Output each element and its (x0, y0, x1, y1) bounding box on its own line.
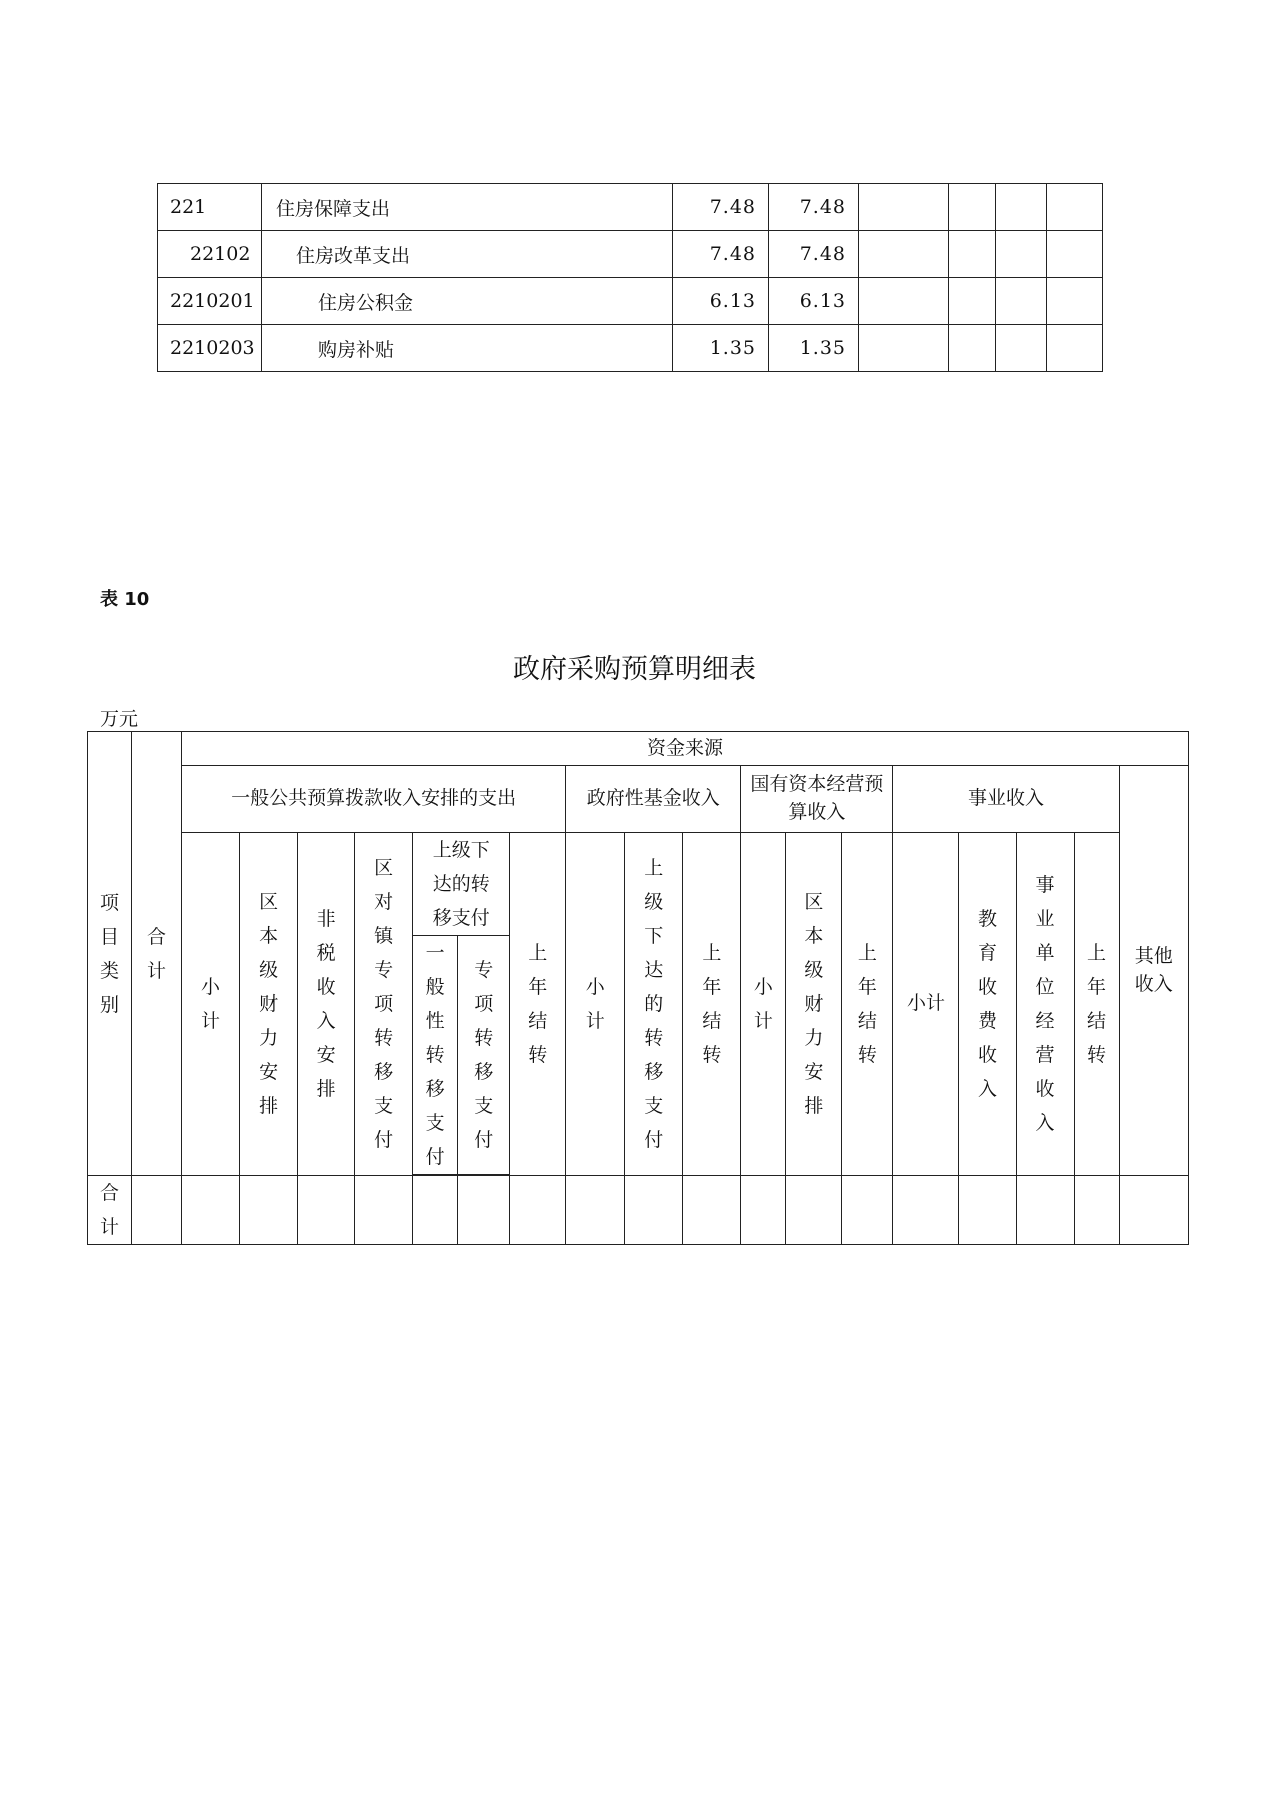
amount-cell: 6.13 (673, 278, 769, 325)
total-row-label: 合计 (88, 1176, 132, 1245)
empty-cell (859, 325, 949, 372)
empty-cell (355, 1176, 413, 1245)
state-capital-header: 国有资本经营预算收入 (741, 766, 893, 833)
procurement-budget-table (87, 731, 1189, 1245)
general-budget-header: 一般公共预算拨款收入安排的支出 (182, 766, 566, 833)
empty-cell (182, 1176, 240, 1245)
empty-cell (842, 1176, 893, 1245)
amount-cell: 7.48 (769, 231, 859, 278)
empty-cell (893, 1176, 959, 1245)
gf-carry-header: 上年结转 (683, 833, 741, 1176)
empty-cell (859, 278, 949, 325)
empty-cell (566, 1176, 625, 1245)
fund-source-header: 资金来源 (182, 732, 1189, 766)
empty-cell (1047, 184, 1103, 231)
page-title: 政府采购预算明细表 (513, 654, 756, 685)
empty-cell (996, 325, 1047, 372)
empty-cell (683, 1176, 741, 1245)
empty-cell (1074, 1176, 1119, 1245)
empty-cell (996, 278, 1047, 325)
empty-cell (1016, 1176, 1074, 1245)
empty-cell (859, 184, 949, 231)
gb-subtotal-header: 小计 (182, 833, 240, 1176)
total-header: 合计 (132, 732, 182, 1176)
amount-cell: 1.35 (673, 325, 769, 372)
amount-cell: 7.48 (673, 231, 769, 278)
empty-cell (240, 1176, 298, 1245)
header-row (88, 732, 1189, 766)
empty-cell (959, 1176, 1016, 1245)
amount-cell: 7.48 (769, 184, 859, 231)
empty-cell (996, 231, 1047, 278)
header-row (88, 833, 1189, 936)
bi-unit-header: 事业单位经营收入 (1016, 833, 1074, 1176)
amount-cell: 6.13 (769, 278, 859, 325)
item-name: 住房保障支出 (262, 184, 673, 231)
table-row (158, 231, 1103, 278)
empty-cell (510, 1176, 566, 1245)
empty-cell (786, 1176, 842, 1245)
empty-cell (996, 184, 1047, 231)
gb-district-header: 区本级财力安排 (240, 833, 298, 1176)
empty-cell (1047, 278, 1103, 325)
item-name: 住房改革支出 (262, 231, 673, 278)
amount-cell: 1.35 (769, 325, 859, 372)
unit-label: 万元 (100, 708, 139, 730)
item-name: 购房补贴 (262, 325, 673, 372)
gf-upper-header: 上级下达的转移支付 (625, 833, 683, 1176)
sc-district-header: 区本级财力安排 (786, 833, 842, 1176)
gb-upper-header: 上级下达的转移支付 (413, 833, 510, 936)
empty-cell (458, 1176, 510, 1245)
table-row (158, 278, 1103, 325)
header-row (88, 766, 1189, 833)
table-row (158, 325, 1103, 372)
empty-cell (741, 1176, 786, 1245)
empty-cell (949, 325, 996, 372)
item-code: 2210201 (158, 278, 262, 325)
table-number: 表 10 (100, 589, 150, 610)
other-income-header: 其他收入 (1119, 766, 1188, 1176)
empty-cell (949, 278, 996, 325)
gb-upper-general-header: 一般性转移支付 (413, 936, 458, 1175)
empty-cell (132, 1176, 182, 1245)
project-category-header: 项目类别 (88, 732, 132, 1176)
empty-cell (1047, 231, 1103, 278)
empty-cell (859, 231, 949, 278)
empty-cell (949, 184, 996, 231)
empty-cell (298, 1176, 355, 1245)
empty-cell (625, 1176, 683, 1245)
gb-nontax-header: 非税收入安排 (298, 833, 355, 1176)
empty-cell (949, 231, 996, 278)
amount-cell: 7.48 (673, 184, 769, 231)
gf-subtotal-header: 小计 (566, 833, 625, 1176)
sc-subtotal-header: 小计 (741, 833, 786, 1176)
bi-edu-header: 教育收费收入 (959, 833, 1016, 1176)
item-code: 221 (158, 184, 262, 231)
item-code: 22102 (158, 231, 262, 278)
bi-carry-header: 上年结转 (1074, 833, 1119, 1176)
item-name: 住房公积金 (262, 278, 673, 325)
business-income-header: 事业收入 (893, 766, 1119, 833)
gb-town-header: 区对镇专项转移支付 (355, 833, 413, 1176)
gb-carry-header: 上年结转 (510, 833, 566, 1176)
bi-subtotal-header: 小计 (893, 833, 959, 1176)
gb-upper-special-header: 专项转移支付 (458, 936, 510, 1175)
empty-cell (1047, 325, 1103, 372)
total-row (88, 1176, 1189, 1245)
gov-fund-header: 政府性基金收入 (566, 766, 741, 833)
empty-cell (1119, 1176, 1188, 1245)
sc-carry-header: 上年结转 (842, 833, 893, 1176)
housing-expenditure-table (157, 183, 1103, 372)
table-row (158, 184, 1103, 231)
item-code: 2210203 (158, 325, 262, 372)
empty-cell (413, 1176, 458, 1245)
